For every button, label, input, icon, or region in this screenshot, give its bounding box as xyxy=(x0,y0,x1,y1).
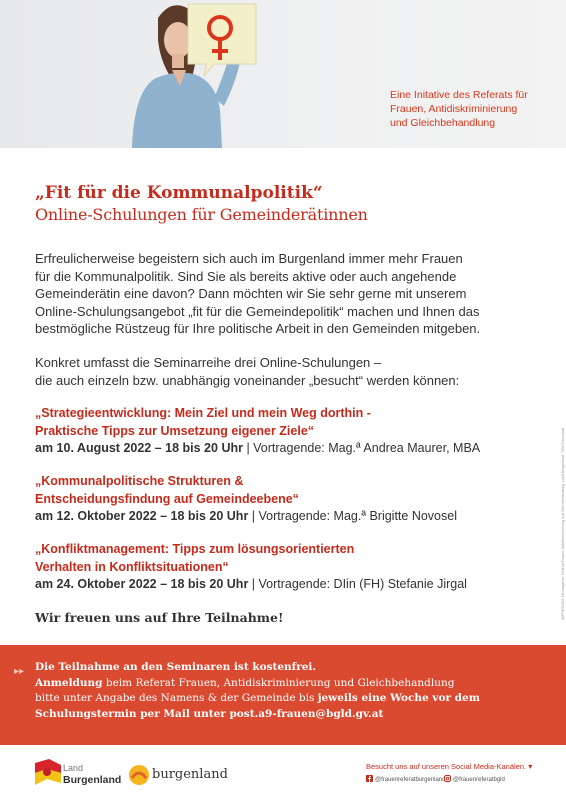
intro-line: Gemeinderätin eine davon? Dann möchten wir Sie sehr gerne mit unserem xyxy=(35,286,467,301)
intro-line: für die Kommunalpolitik. Sind Sie als bereits aktive oder auch angehende xyxy=(35,268,457,284)
arrow-down-icon: ▾ xyxy=(528,762,533,771)
series-paragraph xyxy=(35,354,459,389)
facebook-link[interactable]: @frauenreferatburgenland xyxy=(366,775,445,783)
intro-line: bestmögliche Rüstzeug für Ihre politische Arbeit in den Gemeinden mitgeben. xyxy=(35,321,481,336)
burgenland-brand-text: burgenland xyxy=(152,767,228,782)
info-line-free: Die Teilnahme an den Seminaren ist kostenfrei. xyxy=(35,661,317,673)
seminar-date-line xyxy=(35,440,480,458)
land-burgenland-logo xyxy=(35,757,125,791)
imprint-vertical xyxy=(556,380,565,620)
page-title: „Fit für die Kommunalpolitik“ xyxy=(35,183,323,203)
instagram-link[interactable]: @frauenreferatbgld xyxy=(444,775,505,783)
page-subtitle: Online-Schulungen für Gemeinderätinnen xyxy=(35,205,368,224)
seminar-date: am 24. Oktober 2022 – 18 bis 20 Uhr xyxy=(35,577,249,591)
seminar-date-line xyxy=(35,508,457,526)
imprint-text: IMPRESSUM: Herausgeber: Referat Frauen, Antidiskriminierung und Gleichbehandlung, Land Burgenland, 7000 Eisenstadt xyxy=(561,428,565,620)
series-line: die auch einzeln bzw. unabhängig voneinander „besucht“ werden können: xyxy=(35,372,460,388)
social-media-block xyxy=(366,762,533,783)
info-deadline-text: bitte unter Angabe des Namens & der Gemeinde bis xyxy=(35,692,318,704)
hero-photo-woman-with-speech-bubble xyxy=(118,0,268,148)
seminar-date: am 12. Oktober 2022 – 18 bis 20 Uhr xyxy=(35,509,249,523)
series-line: Konkret umfasst die Seminarreihe drei Online-Schulungen – xyxy=(35,355,382,370)
seminar-title-line: Praktische Tipps zur Umsetzung eigener Ziele“ xyxy=(35,423,315,438)
burgenland-brand-logo xyxy=(128,764,228,788)
seminar-title-line: „Kommunalpolitische Strukturen & xyxy=(35,474,244,488)
hero-banner xyxy=(0,0,566,148)
hero-tagline-line: Frauen, Antidiskriminierung xyxy=(390,103,518,115)
info-registration-text: beim Referat Frauen, Antidiskriminierung und Gleichbehandlung xyxy=(102,676,455,689)
info-deadline-bold: jeweils eine Woche vor dem xyxy=(317,692,480,704)
hero-tagline xyxy=(390,88,560,130)
seminar-item xyxy=(35,405,480,458)
seminar-date-line xyxy=(35,576,467,594)
burgenland-coat-of-arms-icon xyxy=(35,759,61,787)
seminar-speaker: | Vortragende: Mag.ª Andrea Maurer, MBA xyxy=(242,441,481,455)
logo-burgenland-text: Burgenland xyxy=(63,774,122,786)
info-email-line[interactable]: Schulungstermin per Mail unter post.a9-frauen@bgld.gv.at xyxy=(35,707,384,720)
logo-land-text: Land xyxy=(63,763,84,773)
intro-line: Online-Schulungsangebot „fit für die Gemeindepolitik“ machen und Ihnen das xyxy=(35,303,480,319)
sun-logo-icon xyxy=(128,764,150,786)
seminar-speaker: | Vortragende: Mag.ª Brigitte Novosel xyxy=(248,509,457,523)
info-text xyxy=(35,660,480,722)
instagram-icon xyxy=(444,775,451,782)
seminar-title-line: Verhalten in Konfliktsituationen“ xyxy=(35,559,229,574)
seminar-date: am 10. August 2022 – 18 bis 20 Uhr xyxy=(35,441,243,455)
female-symbol-icon xyxy=(200,12,240,64)
info-registration-label: Anmeldung xyxy=(35,676,103,689)
seminar-title-line: Entscheidungsfindung auf Gemeindeebene“ xyxy=(35,491,299,506)
double-arrow-icon: ▸▸ xyxy=(14,666,25,677)
seminar-item xyxy=(35,541,467,594)
intro-paragraph xyxy=(35,250,480,338)
seminar-item xyxy=(35,473,457,526)
social-heading: Besucht uns auf unseren Social Media-Kanälen. ▾ xyxy=(366,762,533,771)
seminar-title-line: „Strategieentwicklung: Mein Ziel und mein Weg dorthin - xyxy=(35,406,371,420)
intro-line: Erfreulicherweise begeistern sich auch im Burgenland immer mehr Frauen xyxy=(35,251,463,266)
seminar-speaker: | Vortragende: DIin (FH) Stefanie Jirgal xyxy=(248,577,467,591)
hero-tagline-line: Eine Initative des Referats für xyxy=(390,89,528,101)
hero-tagline-line: und Gleichbehandlung xyxy=(390,117,496,129)
closing-line: Wir freuen uns auf Ihre Teilnahme! xyxy=(35,610,284,625)
facebook-icon xyxy=(366,775,373,782)
seminar-title-line: „Konfliktmanagement: Tipps zum lösungsorientierten xyxy=(35,542,355,556)
